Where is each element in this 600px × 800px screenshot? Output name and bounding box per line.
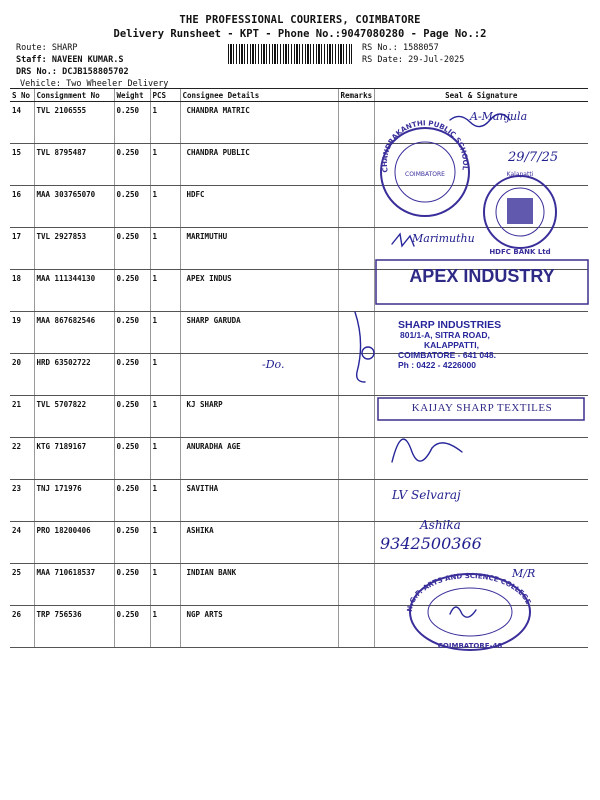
row-pcs: 1 [150, 144, 180, 186]
row-consignee: ASHIKA [180, 522, 338, 564]
staff-label: Staff: [16, 55, 47, 65]
row-weight: 0.250 [114, 354, 150, 396]
row-consignment-no: PRO 18200406 [34, 522, 114, 564]
route-value: SHARP [51, 43, 78, 53]
row-weight: 0.250 [114, 396, 150, 438]
row-consignment-no: TRP 756536 [34, 606, 114, 648]
row-weight: 0.250 [114, 438, 150, 480]
kj-stamp-text: KAIJAY SHARP TEXTILES [411, 402, 553, 414]
chandra-stamp-text: CHANDRAKANTHI PUBLIC SCHOOL [380, 119, 470, 174]
row-consignee: SHARP GARUDA [180, 312, 338, 354]
rs-date-value: 29-Jul-2025 [408, 55, 465, 65]
row-pcs: 1 [150, 564, 180, 606]
row-weight: 0.250 [114, 312, 150, 354]
row-sno: 16 [10, 186, 34, 228]
company-title: THE PROFESSIONAL COURIERS, COIMBATORE [179, 14, 421, 26]
sharp-stamp-name: SHARP INDUSTRIES [398, 319, 502, 331]
ngp-stamp-city: COIMBATORE-48 [437, 642, 503, 650]
col-consignee: Consignee Details [180, 89, 338, 102]
row-sno: 25 [10, 564, 34, 606]
apex-stamp-text: APEX INDUSTRY [409, 266, 555, 286]
sharp-stamp-addr2: KALAPPATTI, [424, 340, 479, 350]
chandra-school-stamp [381, 119, 469, 216]
row-consignment-no: TVL 8795487 [34, 144, 114, 186]
hand-sig-row25: M/R [512, 567, 536, 580]
row-consignee: CHANDRA MATRIC [180, 102, 338, 144]
drs-label: DRS No.: [16, 67, 57, 77]
row-sno: 15 [10, 144, 34, 186]
hdfc-stamp [484, 171, 556, 256]
row-weight: 0.250 [114, 228, 150, 270]
row-sno: 17 [10, 228, 34, 270]
row-sno: 19 [10, 312, 34, 354]
row-pcs: 1 [150, 396, 180, 438]
row-consignee: HDFC [180, 186, 338, 228]
row-consignee: APEX INDUS [180, 270, 338, 312]
bracket-rows-19-20 [355, 312, 365, 382]
hdfc-stamp-text: HDFC BANK Ltd [489, 248, 551, 256]
row-consignment-no: MAA 710618537 [34, 564, 114, 606]
hand-phone-row24: 9342500366 [380, 534, 482, 553]
drs-value: DCJB158805702 [62, 67, 129, 77]
row-weight: 0.250 [114, 522, 150, 564]
row-sno: 23 [10, 480, 34, 522]
rs-date-label: RS Date: [362, 55, 403, 65]
row-consignee: INDIAN BANK [180, 564, 338, 606]
vehicle-label: Vehicle: [20, 79, 61, 89]
hand-date-row15: 29/7/25 [508, 150, 559, 165]
row-sno: 18 [10, 270, 34, 312]
row-weight: 0.250 [114, 144, 150, 186]
staff-value: NAVEEN KUMAR.S [51, 55, 124, 65]
col-remarks: Remarks [338, 89, 374, 102]
ngp-college-stamp [406, 572, 532, 650]
row-consignment-no: HRD 63502722 [34, 354, 114, 396]
sharp-stamp-phone: Ph : 0422 - 4226000 [398, 360, 476, 370]
row-pcs: 1 [150, 102, 180, 144]
rs-no-label: RS No.: [362, 43, 398, 53]
row-pcs: 1 [150, 354, 180, 396]
row-sno: 26 [10, 606, 34, 648]
hand-sig-row17: Marimuthu [412, 232, 475, 245]
row-weight: 0.250 [114, 606, 150, 648]
row-pcs: 1 [150, 186, 180, 228]
row-sno: 21 [10, 396, 34, 438]
row-consignee: ANURADHA AGE [180, 438, 338, 480]
route-label: Route: [16, 43, 47, 53]
row-weight: 0.250 [114, 270, 150, 312]
row-pcs: 1 [150, 606, 180, 648]
row-consignee: MARIMUTHU [180, 228, 338, 270]
row-pcs: 1 [150, 228, 180, 270]
col-consignment: Consignment No [34, 89, 114, 102]
rs-no-value: 1588057 [402, 43, 439, 53]
row-consignee: KJ SHARP [180, 396, 338, 438]
vehicle-value: Two Wheeler Delivery [66, 79, 169, 89]
row-consignment-no: TVL 2106555 [34, 102, 114, 144]
row-pcs: 1 [150, 522, 180, 564]
row-pcs: 1 [150, 438, 180, 480]
hand-sig-row14: A-Manjula [470, 110, 528, 123]
row-consignment-no: MAA 867682546 [34, 312, 114, 354]
sharp-stamp-addr1: 801/1-A, SITRA ROAD, [400, 330, 490, 340]
row-weight: 0.250 [114, 102, 150, 144]
row-consignment-no: TVL 5707822 [34, 396, 114, 438]
row-sno: 20 [10, 354, 34, 396]
row-pcs: 1 [150, 480, 180, 522]
row-weight: 0.250 [114, 564, 150, 606]
row-consignment-no: TNJ 171976 [34, 480, 114, 522]
row-consignment-no: MAA 303765070 [34, 186, 114, 228]
ngp-stamp-text: N.G.P. ARTS AND SCIENCE COLLEGE [405, 571, 533, 613]
sharp-stamp-addr3: COIMBATORE - 641 048. [398, 350, 496, 360]
hand-sig-row24: Ashika [420, 518, 461, 532]
row-weight: 0.250 [114, 480, 150, 522]
ink-circle-mark [362, 347, 374, 359]
row-sno: 24 [10, 522, 34, 564]
col-pcs: PCS [150, 89, 180, 102]
signature-row22 [392, 439, 462, 462]
row-consignee: NGP ARTS [180, 606, 338, 648]
row-consignment-no: MAA 111344130 [34, 270, 114, 312]
row-weight: 0.250 [114, 186, 150, 228]
row-consignment-no: KTG 7189167 [34, 438, 114, 480]
col-seal: Seal & Signature [374, 89, 588, 102]
signature-row26 [450, 607, 476, 617]
row-pcs: 1 [150, 312, 180, 354]
hand-sig-row23: LV Selvaraj [392, 488, 461, 502]
row-consignee: SAVITHA [180, 480, 338, 522]
col-sno: S No [10, 89, 34, 102]
row-sno: 14 [10, 102, 34, 144]
row-pcs: 1 [150, 270, 180, 312]
row-consignment-no: TVL 2927853 [34, 228, 114, 270]
hdfc-stamp-place: Kalapatti [506, 171, 534, 178]
row-sno: 22 [10, 438, 34, 480]
signature-row17 [392, 234, 414, 246]
sharp-industries-stamp [398, 320, 501, 370]
row-consignee: CHANDRA PUBLIC [180, 144, 338, 186]
hand-ditto-row20: -Do. [262, 358, 285, 371]
runsheet-subtitle: Delivery Runsheet - KPT - Phone No.:9047080280 - Page No.:2 [113, 28, 487, 40]
col-weight: Weight [114, 89, 150, 102]
chandra-stamp-city: COIMBATORE [405, 171, 445, 178]
